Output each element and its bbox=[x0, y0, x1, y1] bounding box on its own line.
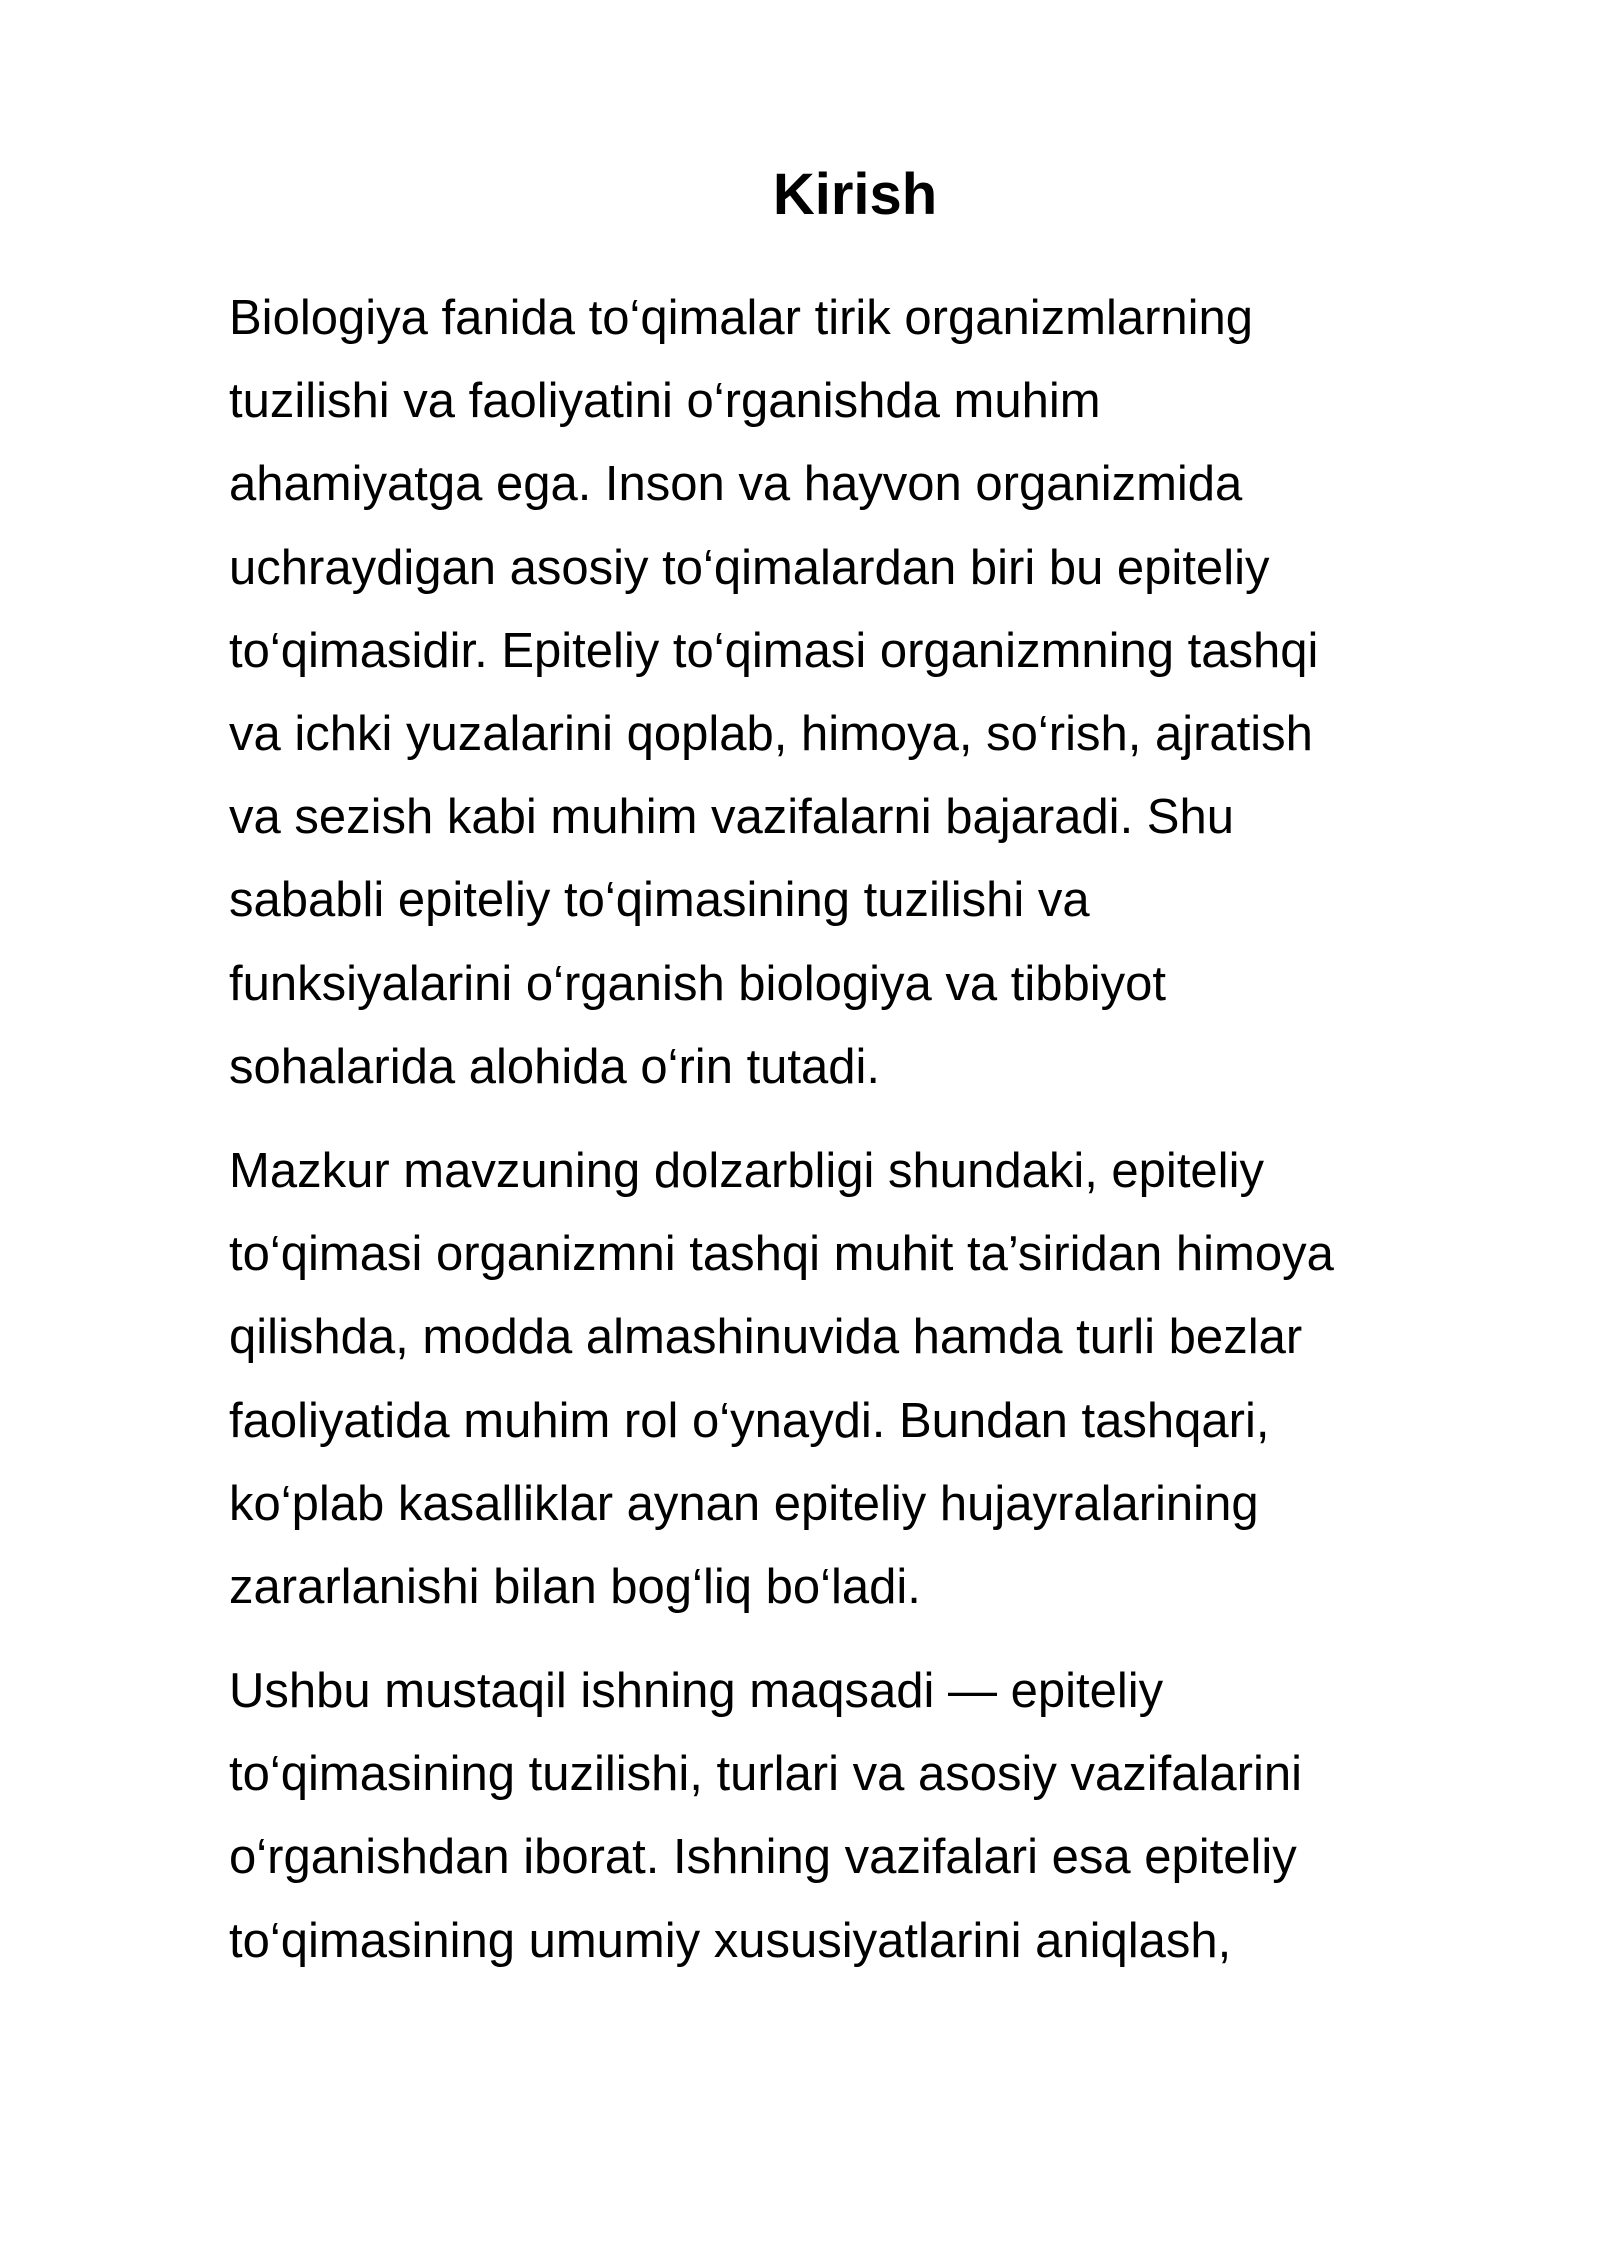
text-line: Ushbu mustaqil ishning maqsadi — epiteliy bbox=[229, 1664, 1164, 1718]
text-line: to‘qimasi organizmni tashqi muhit ta’siridan himoya bbox=[229, 1227, 1334, 1282]
text-line: Biologiya fanida to‘qimalar tirik organizmlarning bbox=[229, 291, 1254, 345]
text-line: uchraydigan asosiy to‘qimalardan biri bu epiteliy bbox=[229, 540, 1270, 595]
paragraph-2 bbox=[229, 1130, 1529, 1629]
text-line: to‘qimasining umumiy xususiyatlarini aniqlash, bbox=[229, 1913, 1232, 1968]
paragraph-1 bbox=[229, 277, 1529, 1109]
text-line: ko‘plab kasalliklar aynan epiteliy hujayralarining bbox=[229, 1476, 1259, 1531]
text-line: o‘rganishdan iborat. Ishning vazifalari esa epiteliy bbox=[229, 1830, 1297, 1885]
text-line: sohalarida alohida o‘rin tutadi. bbox=[229, 1039, 881, 1094]
text-line: ahamiyatga ega. Inson va hayvon organizmida bbox=[229, 457, 1243, 512]
text-line: faoliyatida muhim rol o‘ynaydi. Bundan tashqari, bbox=[229, 1393, 1270, 1448]
text-line: to‘qimasidir. Epiteliy to‘qimasi organizmning tashqi bbox=[229, 623, 1319, 678]
text-line: tuzilishi va faoliyatini o‘rganishda muhim bbox=[229, 374, 1101, 429]
text-line: zararlanishi bilan bog‘liq bo‘ladi. bbox=[229, 1560, 921, 1615]
text-line: sababli epiteliy to‘qimasining tuzilishi va bbox=[229, 873, 1090, 928]
text-line: Mazkur mavzuning dolzarbligi shundaki, epiteliy bbox=[229, 1144, 1264, 1198]
text-line: va ichki yuzalarini qoplab, himoya, so‘rish, ajratish bbox=[229, 707, 1313, 762]
paragraph-3 bbox=[229, 1650, 1529, 1983]
text-line: to‘qimasining tuzilishi, turlari va asosiy vazifalarini bbox=[229, 1747, 1302, 1802]
text-line: qilishda, modda almashinuvida hamda turli bezlar bbox=[229, 1310, 1303, 1365]
page-title: Kirish bbox=[772, 162, 938, 227]
text-line: funksiyalarini o‘rganish biologiya va tibbiyot bbox=[229, 956, 1166, 1011]
text-line: va sezish kabi muhim vazifalarni bajaradi. Shu bbox=[229, 790, 1234, 845]
